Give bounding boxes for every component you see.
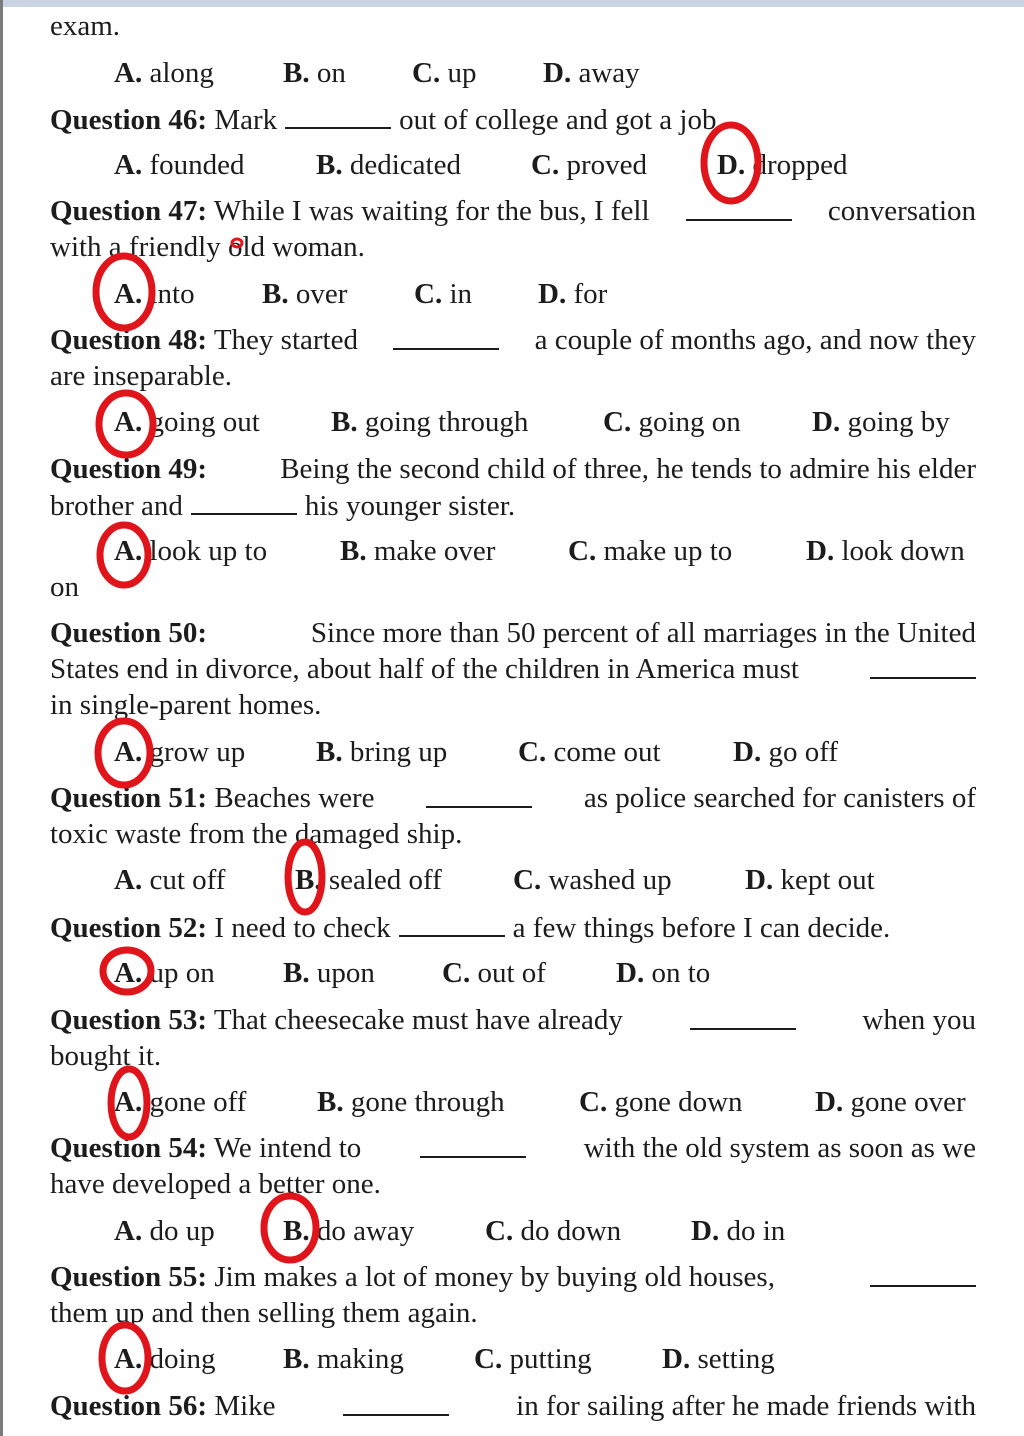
- question-54-option-a: A. do up: [114, 1215, 215, 1247]
- question-55-option-d: D. setting: [662, 1343, 775, 1375]
- question-54-option-c: C. do down: [485, 1215, 622, 1247]
- question-47-stem-cont: with a friendly old woman.: [50, 231, 365, 263]
- question-53-option-d: D. gone over: [815, 1086, 966, 1118]
- answer-blank: [870, 1259, 976, 1287]
- question-48-option-d: D. going by: [812, 406, 950, 438]
- question-54-stem-cont: have developed a better one.: [50, 1168, 381, 1200]
- answer-blank: [426, 780, 532, 808]
- question-48-option-c: C. going on: [603, 406, 741, 438]
- intro-option-c: C. up: [412, 57, 477, 89]
- question-50-option-c: C. come out: [518, 736, 661, 768]
- intro-line: [50, 8, 976, 44]
- question-52-option-a: A. up on: [114, 957, 215, 989]
- question-49-option-d-cont: on: [50, 571, 79, 603]
- question-48-stem: Question 48: They started a couple of months ago, and now they: [50, 324, 976, 356]
- question-56-stem: Question 56: Mike in for sailing after he made friends with: [50, 1390, 976, 1422]
- question-50-stem-cont2: in single-parent homes.: [50, 689, 322, 721]
- question-49-option-c: C. make up to: [568, 535, 733, 567]
- question-52-option-c: C. out of: [442, 957, 546, 989]
- answer-blank: [393, 322, 499, 350]
- answer-blank: [285, 101, 391, 129]
- answer-blank: [399, 909, 505, 937]
- question-46-option-a: A. founded: [114, 149, 245, 181]
- question-46-option-c: C. proved: [531, 149, 647, 181]
- question-48-option-b: B. going through: [331, 406, 529, 438]
- question-51-stem-cont: toxic waste from the damaged ship.: [50, 818, 463, 850]
- question-52-option-b: B. upon: [283, 957, 375, 989]
- question-47-option-b: B. over: [262, 278, 348, 310]
- question-53-stem: Question 53: That cheesecake must have already when you: [50, 1004, 976, 1036]
- intro-tail-text: exam.: [50, 10, 121, 42]
- question-48-option-a: A. going out: [114, 406, 260, 438]
- answer-blank: [686, 193, 792, 221]
- answer-blank: [343, 1388, 449, 1416]
- question-54-stem: Question 54: We intend to with the old system as soon as we: [50, 1132, 976, 1164]
- question-50-stem-cont: States end in divorce, about half of the children in America must: [50, 651, 976, 687]
- question-51-option-c: C. washed up: [513, 864, 672, 896]
- answer-blank: [191, 487, 297, 515]
- question-47-option-a: A. into: [114, 278, 195, 310]
- question-52-option-d: D. on to: [616, 957, 711, 989]
- question-50-option-a: A. grow up: [114, 736, 246, 768]
- intro-option-d: D. away: [543, 57, 640, 89]
- question-51-option-d: D. kept out: [745, 864, 875, 896]
- answer-blank: [870, 651, 976, 679]
- question-49-stem: Question 49: Being the second child of three, he tends to admire his elder: [50, 453, 976, 485]
- question-53-stem-cont: bought it.: [50, 1040, 162, 1072]
- question-49-option-a: A. look up to: [114, 535, 268, 567]
- question-47-stem: Question 47: While I was waiting for the bus, I fell conversation: [50, 195, 976, 227]
- question-54-option-b: B. do away: [283, 1215, 415, 1247]
- question-55-option-b: B. making: [283, 1343, 404, 1375]
- question-55-stem: Question 55: Jim makes a lot of money by buying old houses,: [50, 1259, 976, 1295]
- question-51-option-a: A. cut off: [114, 864, 226, 896]
- question-51-stem: Question 51: Beaches were as police searched for canisters of: [50, 782, 976, 814]
- question-49-stem-cont: brother and his younger sister.: [50, 487, 976, 524]
- question-47-option-c: C. in: [414, 278, 473, 310]
- question-55-option-a: A. doing: [114, 1343, 216, 1375]
- question-53-option-a: A. gone off: [114, 1086, 247, 1118]
- question-46-stem: Question 46: Mark out of college and got a job.: [50, 101, 976, 138]
- question-47-option-d: D. for: [538, 278, 608, 310]
- question-49-option-d: D. look down: [806, 535, 965, 567]
- question-50-option-b: B. bring up: [316, 736, 448, 768]
- question-53-option-b: B. gone through: [317, 1086, 505, 1118]
- question-55-option-c: C. putting: [474, 1343, 592, 1375]
- answer-blank: [690, 1002, 796, 1030]
- intro-option-b: B. on: [283, 57, 346, 89]
- question-48-stem-cont: are inseparable.: [50, 360, 232, 392]
- question-54-option-d: D. do in: [691, 1215, 786, 1247]
- question-50-stem: Question 50: Since more than 50 percent of all marriages in the United: [50, 617, 976, 649]
- intro-option-a: A. along: [114, 57, 214, 89]
- question-52-stem: Question 52: I need to check a few things before I can decide.: [50, 909, 976, 946]
- question-53-option-c: C. gone down: [579, 1086, 743, 1118]
- question-46-option-d: D. dropped: [717, 149, 848, 181]
- question-50-option-d: D. go off: [733, 736, 838, 768]
- answer-blank: [420, 1130, 526, 1158]
- question-49-option-b: B. make over: [340, 535, 496, 567]
- question-55-stem-cont: them up and then selling them again.: [50, 1297, 478, 1329]
- question-51-option-b: B. sealed off: [295, 864, 442, 896]
- question-46-option-b: B. dedicated: [316, 149, 461, 181]
